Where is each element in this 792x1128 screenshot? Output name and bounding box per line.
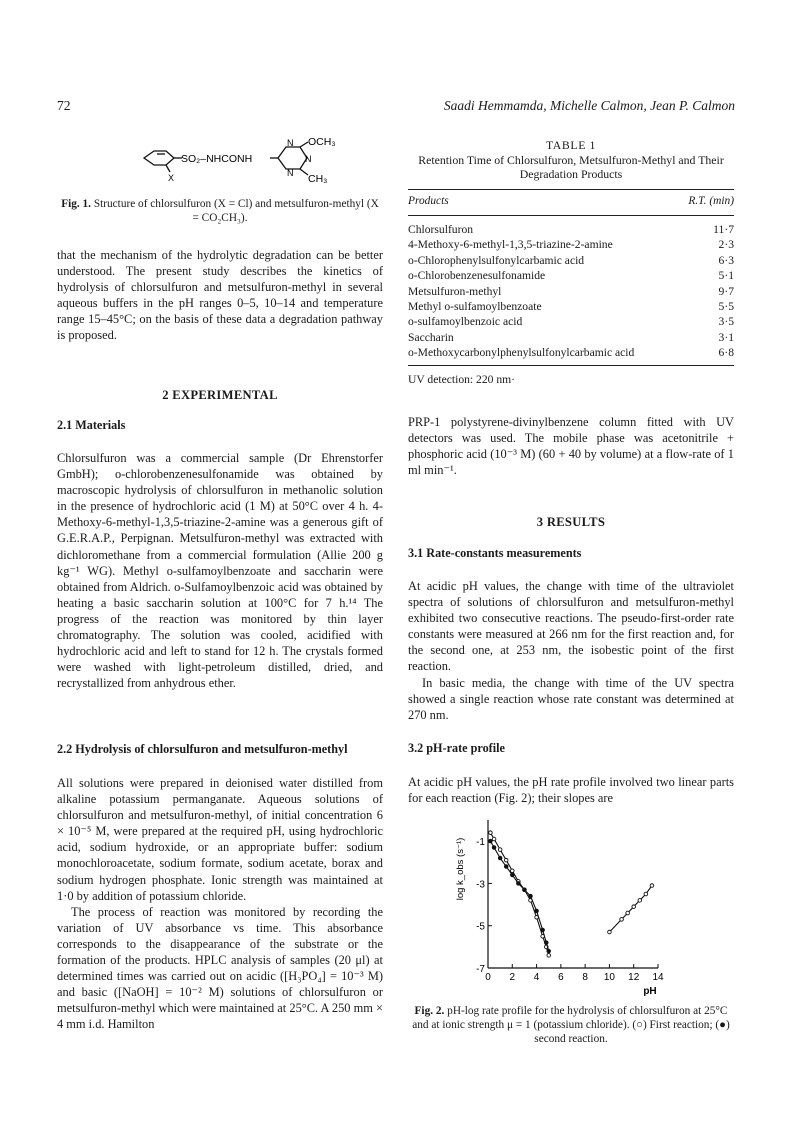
data-point	[498, 856, 502, 860]
data-point	[608, 930, 612, 934]
data-point	[541, 928, 545, 932]
table-row	[408, 284, 734, 299]
section-3-2-title: 3.2 pH-rate profile	[408, 741, 505, 755]
data-point	[535, 909, 539, 913]
hydrolysis-paragraphs: All solutions were prepared in deionised water distilled from alkaline potassium permanganate. Aqueous solutions of chlorsulfuron and metsulfuron-methyl, of initial concentration 6 × 10⁻⁵ M, were prepared at the required pH, using hydrochloric acid, sodium hydroxide, or an appropriate buffer: sodium monochloroacetate, sodium formate, sodium acetate, borax and sodium hydrogen phosphate. Ionic strength was maintained at 1·0 by addition of potassium chloride. The process of reaction was monitored by recording the variation of UV absorbance vs time. This absorbance corresponds to the disappearance of the substrate or the formation of the products. HPLC analysis of samples (20 μl) at determined times was carried out on acidic ([H₃PO₄] = 10⁻³ M) and basic ([NaOH] = 10⁻² M) solutions of chlorsulfuron or metsulfuron-methyl which were maintained at 25°C. A 250 mm × 4 mm i.d. Hamilton	[57, 776, 383, 1032]
y-tick-label: -5	[476, 921, 485, 933]
ph-rate-profile-chart	[448, 808, 678, 998]
chemical-structure-figure	[130, 134, 340, 188]
section-2-2-title: 2.2 Hydrolysis of chlorsulfuron and metsulfuron-methyl	[57, 742, 348, 756]
table-row	[408, 268, 734, 283]
table-row	[408, 314, 734, 329]
x-tick-label: 2	[509, 972, 516, 983]
product-cell: 4-Methoxy-6-methyl-1,3,5-triazine-2-amine	[408, 238, 613, 252]
rt-cell: 3·5	[718, 315, 734, 329]
section-2-title: 2 EXPERIMENTAL	[162, 388, 278, 402]
data-point	[489, 831, 493, 835]
running-head-authors: Saadi Hemmamda, Michelle Calmon, Jean P. Calmon	[443, 98, 735, 113]
fig2-caption-text: pH-log rate profile for the hydrolysis of chlorsulfuron at 25°C and at ionic strength μ = 1 (potassium chloride). (○) First reaction; (●) second reaction.	[412, 1005, 730, 1045]
triazine-n-right: N	[305, 154, 312, 164]
data-point	[489, 839, 493, 843]
page-number: 72	[57, 98, 71, 113]
data-point	[650, 884, 654, 888]
data-point	[547, 949, 551, 953]
rt-cell: 9·7	[718, 284, 734, 298]
rt-cell: 2·3	[718, 238, 734, 252]
table-1-footnote: UV detection: 220 nm·	[408, 373, 516, 386]
fig2-caption-label: Fig. 2.	[414, 1005, 445, 1017]
data-point	[620, 918, 624, 922]
x-tick-label: 4	[533, 972, 540, 983]
x-tick-label: 8	[582, 972, 588, 983]
data-point	[492, 846, 496, 850]
ph-rate-profile-paragraph: At acidic pH values, the pH rate profile involved two linear parts for each reaction (Fig. 2); their slopes are	[408, 775, 734, 806]
rt-cell: 5·1	[718, 269, 734, 283]
y-axis-title: log k_obs (s⁻¹)	[455, 837, 466, 901]
rate-constants-paragraphs: At acidic pH values, the change with time of the ultraviolet spectra of solutions of chlorsulfuron and metsulfuron-methyl exhibited two consecutive reactions. The pseudo-first-order rate constants were measured at 266 nm for the first reaction and, for the second one, at 253 nm, the isobestic point of the first reaction. In basic media, the change with time of the UV spectra showed a single reaction whose rate constant was determined at 270 nm.	[408, 579, 734, 722]
fig1-caption-text: Structure of chlorsulfuron (X = Cl) and metsulfuron-methyl (X = CO₂CH₃).	[93, 198, 379, 224]
product-cell: Metsulfuron-methyl	[408, 284, 502, 298]
och3-label: OCH₃	[308, 136, 336, 148]
table-row	[408, 237, 734, 252]
fig1-caption	[57, 197, 383, 225]
data-point	[638, 899, 642, 903]
col-rt: R.T. (min)	[688, 195, 734, 207]
product-cell: Methyl o-sulfamoylbenzoate	[408, 300, 542, 314]
fig2-caption	[408, 1004, 734, 1046]
section-3-1-title: 3.1 Rate-constants measurements	[408, 546, 582, 560]
data-point	[510, 873, 514, 877]
x-substituent-label: X	[168, 173, 175, 183]
product-cell: o-Chlorophenylsulfonylcarbamic acid	[408, 253, 585, 267]
data-point	[504, 858, 508, 862]
x-tick-label: 12	[628, 972, 640, 983]
data-point	[510, 869, 514, 873]
data-point	[504, 865, 508, 869]
data-point	[517, 882, 521, 886]
materials-paragraph: Chlorsulfuron was a commercial sample (Dr Ehrenstorfer GmbH); o-chlorobenzenesulfonamide was obtained by macroscopic hydrolysis of chlorsulfuron in methanolic solution in the presence of hydrochloric acid (1 M) at 50°C over 4 h. 4-Methoxy-6-methyl-1,3,5-triazine-2-amine was a generous gift of G.E.R.A.P., Perpignan. Metsulfuron-methyl was extracted with dichloromethane from a commercial formulation (Allie 200 g kg⁻¹ WG). Methyl o-sulfamoylbenzoate and saccharin were obtained from Aldrich. o-Sulfamoylbenzoic acid was obtained by heating a basic saccharin solution at 100°C for 7 h.¹⁴ The progress of the reaction was monitored by thin layer chromatography. The solution was cooled, acidified with hydrochloric acid and left to stand for 12 h. The crystals formed were washed with light-petroleum distilled, dried, and recrystallized from anhydrous ether.	[57, 451, 383, 691]
rt-cell: 6·8	[718, 346, 734, 360]
table-1-title: TABLE 1	[545, 138, 597, 152]
table-row	[408, 330, 734, 345]
y-tick-label: -1	[476, 837, 485, 849]
section-3-title: 3 RESULTS	[536, 515, 606, 529]
product-cell: Chlorsulfuron	[408, 223, 474, 236]
rt-cell: 6·3	[718, 253, 734, 267]
y-tick-label: -3	[476, 879, 485, 891]
table-row	[408, 222, 734, 237]
product-cell: Saccharin	[408, 330, 454, 344]
product-cell: o-sulfamoylbenzoic acid	[408, 315, 523, 329]
rt-cell: 3·1	[718, 330, 734, 344]
data-point	[492, 837, 496, 841]
table-row	[408, 345, 734, 360]
y-tick-label: -7	[476, 964, 485, 975]
retention-time-table	[408, 222, 734, 361]
data-point	[544, 941, 548, 945]
x-axis-title: pH	[643, 986, 657, 997]
data-point	[529, 894, 533, 898]
x-tick-label: 14	[652, 972, 664, 983]
product-cell: o-Methoxycarbonylphenylsulfonylcarbamic acid	[408, 346, 635, 360]
table-row	[408, 299, 734, 314]
data-point	[523, 888, 527, 892]
data-point	[547, 954, 551, 958]
intro-paragraph: that the mechanism of the hydrolytic degradation can be better understood. The present study describes the kinetics of hydrolysis of chlorsulfuron and metsulfuron-methyl in several aqueous buffers in the pH ranges 0–5, 10–14 and temperature range 15–45°C; on the basis of these data a degradation pathway is proposed.	[57, 248, 383, 343]
data-point	[632, 905, 636, 909]
data-point	[498, 848, 502, 852]
table-row	[408, 253, 734, 268]
table-1-heading	[408, 138, 734, 182]
data-point	[626, 911, 630, 915]
table-1-header-row	[408, 195, 734, 207]
x-tick-label: 0	[485, 972, 491, 983]
triazine-n-top: N	[287, 138, 294, 148]
x-tick-label: 10	[603, 972, 615, 983]
x-tick-label: 6	[558, 972, 564, 983]
hplc-column-paragraph: PRP-1 polystyrene-divinylbenzene column fitted with UV detectors was used. The mobile phase was acetonitrile + phosphoric acid (10⁻³ M) (60 + 40 by volume) at a flow-rate of 1 ml min⁻¹.	[408, 415, 734, 478]
rt-cell: 11·7	[713, 223, 734, 236]
section-2-1-title: 2.1 Materials	[57, 418, 126, 432]
ch3-label: CH₃	[308, 173, 328, 185]
rt-cell: 5·5	[718, 300, 734, 314]
benzene-ring	[144, 151, 174, 165]
so2-nhconh-label: SO₂–NHCONH	[181, 153, 253, 165]
table-1-subtitle: Retention Time of Chlorsulfuron, Metsulfuron-Methyl and Their Degradation Products	[418, 152, 724, 181]
data-point	[644, 892, 648, 896]
triazine-n-bottom: N	[287, 168, 294, 178]
fig1-caption-label: Fig. 1.	[61, 198, 91, 210]
product-cell: o-Chlorobenzenesulfonamide	[408, 269, 546, 283]
triazine-ring	[278, 147, 307, 169]
col-products: Products	[408, 195, 449, 207]
